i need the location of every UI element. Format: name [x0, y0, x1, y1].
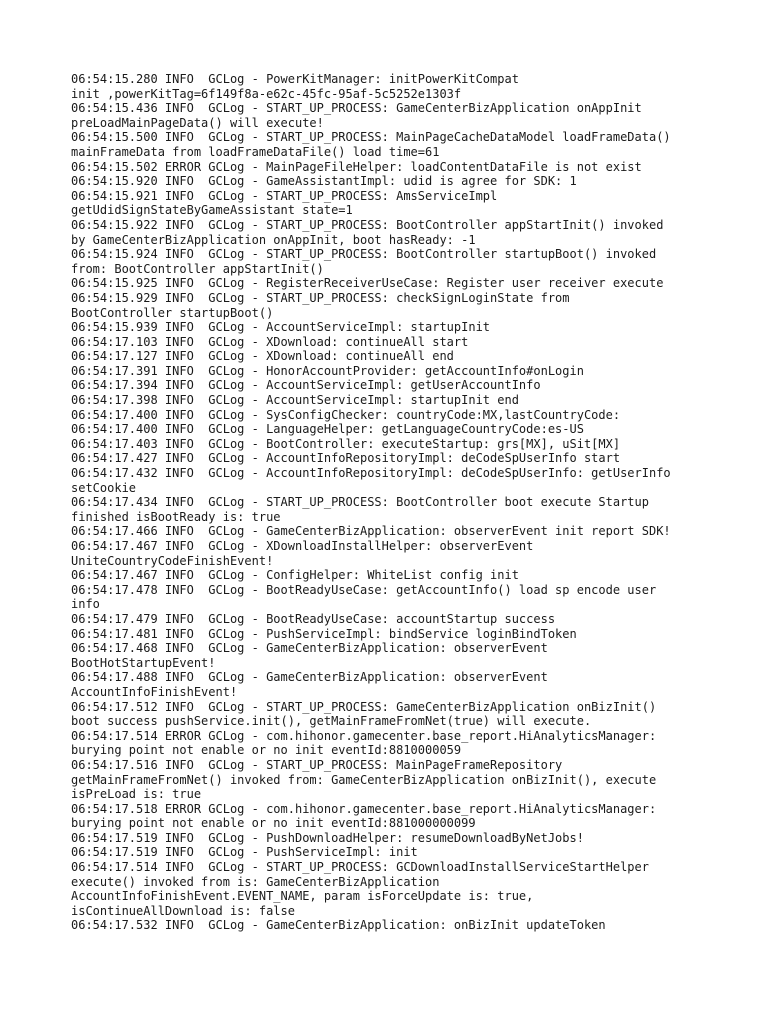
log-line: getUdidSignStateByGameAssistant state=1: [71, 203, 353, 218]
log-line: 06:54:15.500 INFO GCLog - START_UP_PROCESS: MainPageCacheDataModel loadFrameData(): [71, 130, 671, 145]
log-line: isPreLoad is: true: [71, 787, 202, 802]
log-line: boot success pushService.init(), getMainFrameFromNet(true) will execute.: [71, 714, 592, 729]
log-line: UniteCountryCodeFinishEvent!: [71, 553, 274, 568]
log-line: 06:54:15.924 INFO GCLog - START_UP_PROCESS: BootController startupBoot() invoked: [71, 247, 657, 262]
log-line: 06:54:17.394 INFO GCLog - AccountServiceImpl: getUserAccountInfo: [71, 378, 541, 393]
log-line: 06:54:17.519 INFO GCLog - PushServiceImpl: init: [71, 845, 418, 860]
log-line: 06:54:17.519 INFO GCLog - PushDownloadHelper: resumeDownloadByNetJobs!: [71, 830, 584, 845]
log-line: 06:54:17.398 INFO GCLog - AccountServiceImpl: startupInit end: [71, 393, 519, 408]
log-line: by GameCenterBizApplication onAppInit, boot hasReady: -1: [71, 232, 476, 247]
log-line: from: BootController appStartInit(): [71, 261, 324, 276]
log-line: 06:54:17.434 INFO GCLog - START_UP_PROCESS: BootController boot execute Startup: [71, 495, 649, 510]
log-line: 06:54:17.518 ERROR GCLog - com.hihonor.gamecenter.base_report.HiAnalyticsManager:: [71, 801, 657, 816]
log-text-block: [71, 72, 711, 933]
log-line: init ,powerKitTag=6f149f8a-e62c-45fc-95af-5c5252e1303f: [71, 86, 462, 101]
log-line: 06:54:15.922 INFO GCLog - START_UP_PROCESS: BootController appStartInit() invoked: [71, 217, 664, 232]
log-line: 06:54:17.514 INFO GCLog - START_UP_PROCESS: GCDownloadInstallServiceStartHelper: [71, 860, 649, 875]
log-line: 06:54:17.512 INFO GCLog - START_UP_PROCESS: GameCenterBizApplication onBizInit(): [71, 699, 657, 714]
log-line: BootHotStartupEvent!: [71, 655, 216, 670]
log-line: AccountInfoFinishEvent.EVENT_NAME, param isForceUpdate is: true,: [71, 889, 534, 904]
log-line: 06:54:17.466 INFO GCLog - GameCenterBizApplication: observerEvent init report SDK!: [71, 524, 671, 539]
log-line: 06:54:17.400 INFO GCLog - LanguageHelper: getLanguageCountryCode:es-US: [71, 422, 584, 437]
log-line: 06:54:17.467 INFO GCLog - ConfigHelper: WhiteList config init: [71, 568, 519, 583]
log-line: 06:54:15.920 INFO GCLog - GameAssistantImpl: udid is agree for SDK: 1: [71, 174, 577, 189]
log-line: 06:54:15.436 INFO GCLog - START_UP_PROCESS: GameCenterBizApplication onAppInit: [71, 101, 642, 116]
log-line: 06:54:17.488 INFO GCLog - GameCenterBizApplication: observerEvent: [71, 670, 548, 685]
log-line: 06:54:17.403 INFO GCLog - BootController: executeStartup: grs[MX], uSit[MX]: [71, 436, 621, 451]
log-line: 06:54:17.516 INFO GCLog - START_UP_PROCESS: MainPageFrameRepository: [71, 757, 563, 772]
log-line: 06:54:17.391 INFO GCLog - HonorAccountProvider: getAccountInfo#onLogin: [71, 363, 584, 378]
log-line: isContinueAllDownload is: false: [71, 903, 295, 918]
log-line: 06:54:17.427 INFO GCLog - AccountInfoRepositoryImpl: deCodeSpUserInfo start: [71, 451, 621, 466]
log-line: 06:54:17.514 ERROR GCLog - com.hihonor.gamecenter.base_report.HiAnalyticsManager:: [71, 728, 657, 743]
log-line: 06:54:17.479 INFO GCLog - BootReadyUseCase: accountStartup success: [71, 611, 556, 626]
log-line: 06:54:15.925 INFO GCLog - RegisterReceiverUseCase: Register user receiver execute: [71, 276, 664, 291]
log-line: 06:54:15.921 INFO GCLog - START_UP_PROCESS: AmsServiceImpl: [71, 188, 498, 203]
log-line: mainFrameData from loadFrameDataFile() load time=61: [71, 144, 440, 159]
log-line: 06:54:15.939 INFO GCLog - AccountServiceImpl: startupInit: [71, 320, 491, 335]
log-line: preLoadMainPageData() will execute!: [71, 115, 324, 130]
log-line: 06:54:17.532 INFO GCLog - GameCenterBizApplication: onBizInit updateToken: [71, 918, 606, 933]
log-line: 06:54:17.467 INFO GCLog - XDownloadInstallHelper: observerEvent: [71, 539, 534, 553]
log-line: getMainFrameFromNet() invoked from: GameCenterBizApplication onBizInit(), execute: [71, 772, 657, 787]
log-line: 06:54:17.478 INFO GCLog - BootReadyUseCase: getAccountInfo() load sp encode user: [71, 582, 657, 597]
log-line: 06:54:17.127 INFO GCLog - XDownload: continueAll end: [71, 349, 454, 364]
log-line: execute() invoked from is: GameCenterBizApplication: [71, 874, 440, 889]
log-line: finished isBootReady is: true: [71, 509, 281, 524]
log-line: AccountInfoFinishEvent!: [71, 684, 238, 699]
log-line: 06:54:15.280 INFO GCLog - PowerKitManager: initPowerKitCompat: [71, 72, 519, 86]
log-line: info: [71, 597, 100, 612]
log-line: setCookie: [71, 480, 137, 495]
log-line: burying point not enable or no init eventId:8810000059: [71, 743, 462, 758]
log-line: 06:54:15.929 INFO GCLog - START_UP_PROCESS: checkSignLoginState from: [71, 290, 570, 305]
log-line: BootController startupBoot(): [71, 305, 274, 320]
log-line: 06:54:17.481 INFO GCLog - PushServiceImpl: bindService loginBindToken: [71, 626, 577, 641]
log-line: burying point not enable or no init eventId:881000000099: [71, 816, 476, 831]
log-line: 06:54:15.502 ERROR GCLog - MainPageFileHelper: loadContentDataFile is not exist: [71, 159, 642, 174]
log-line: 06:54:17.432 INFO GCLog - AccountInfoRepositoryImpl: deCodeSpUserInfo: getUserInfo: [71, 466, 671, 481]
log-line: 06:54:17.103 INFO GCLog - XDownload: continueAll start: [71, 334, 469, 349]
log-line: 06:54:17.468 INFO GCLog - GameCenterBizApplication: observerEvent: [71, 641, 548, 656]
log-line: 06:54:17.400 INFO GCLog - SysConfigChecker: countryCode:MX,lastCountryCode:: [71, 407, 621, 422]
